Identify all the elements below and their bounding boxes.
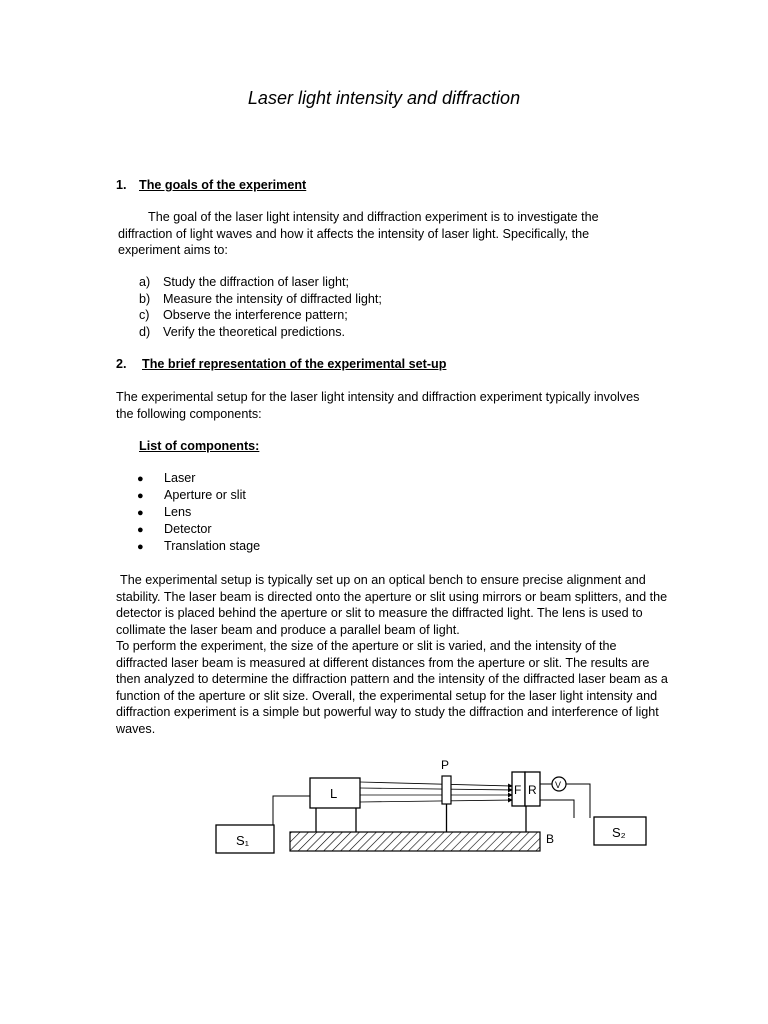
paragraph-line: experiment aims to: (118, 243, 228, 257)
section2-body (116, 572, 668, 737)
component-item: ● Lens (137, 505, 192, 519)
paragraph-line: stability. The laser beam is directed onto the aperture or slit using mirrors or beam splitters, and the (116, 589, 668, 604)
component-item: ● Aperture or slit (137, 488, 246, 502)
aim-item-a (139, 274, 349, 291)
wire (273, 796, 310, 825)
aim-text: Measure the intensity of diffracted light; (163, 292, 382, 306)
r-label: R (528, 783, 537, 797)
slit-holder (442, 776, 451, 804)
paragraph-line: detector is placed behind the aperture or slit to measure the diffracted light. The lens is used to (116, 606, 643, 620)
paragraph-line: diffraction of light waves and how it affects the intensity of laser light. Specifically, the (118, 226, 590, 241)
aim-item-b (139, 291, 382, 308)
section2-heading: The brief representation of the experimental set-up (142, 357, 447, 371)
b-label: B (546, 832, 555, 846)
f-label: F (514, 783, 522, 797)
section2-number: 2. (116, 357, 127, 371)
component-item: ● Laser (137, 471, 196, 485)
paragraph-line: To perform the experiment, the size of the aperture or slit is varied, and the intensity of the (116, 639, 617, 653)
wire (540, 800, 574, 818)
beam (360, 788, 512, 790)
section1-heading: The goals of the experiment (139, 178, 307, 192)
section2-intro (116, 389, 639, 422)
document-title: Laser light intensity and diffraction (247, 88, 521, 108)
component-item: ● Translation stage (137, 539, 261, 553)
section1-intro (118, 209, 599, 259)
s1-label: S₁ (236, 833, 250, 848)
setup-diagram (210, 752, 660, 864)
laser-label: L (330, 786, 338, 801)
aim-marker: a) (139, 275, 151, 289)
aim-item-d (139, 324, 345, 341)
section1-number: 1. (116, 178, 127, 192)
paragraph-line: The experimental setup is typically set up on an optical bench to ensure precise alignment and (120, 573, 646, 587)
paragraph-line: waves. (116, 721, 156, 736)
wire (566, 784, 590, 818)
p-label: P (441, 758, 450, 772)
paragraph-line: diffraction experiment is a simple but powerful way to study the diffraction and interference of light (116, 705, 659, 719)
aim-marker: b) (139, 292, 151, 306)
paragraph-line: then analyzed to determine the diffraction pattern and the intensity of the diffracted laser beam as a (116, 672, 668, 686)
optical-bench (290, 832, 540, 851)
aim-text: Verify the theoretical predictions. (163, 325, 346, 339)
aim-marker: d) (139, 325, 151, 339)
aim-marker: c) (139, 308, 150, 322)
paragraph-line: the following components: (116, 406, 262, 421)
v-label: V (555, 780, 562, 790)
beam (360, 800, 512, 802)
component-item: ● Detector (137, 522, 212, 536)
paragraph-line: The goal of the laser light intensity and diffraction experiment is to investigate the (148, 210, 599, 224)
paragraph-line: function of the aperture or slit size. Overall, the experimental setup for the laser light intensity and (116, 688, 658, 703)
beam (360, 782, 512, 786)
paragraph-line: The experimental setup for the laser light intensity and diffraction experiment typically involves (116, 390, 640, 404)
aim-text: Observe the interference pattern; (163, 308, 348, 322)
paragraph-line: diffracted laser beam is measured at different distances from the aperture or slit. The results are (116, 655, 650, 670)
components-heading: List of components: (139, 439, 260, 453)
aim-item-c (139, 307, 348, 324)
s2-label: S₂ (612, 825, 626, 840)
paragraph-line: collimate the laser beam and produce a parallel beam of light. (116, 622, 460, 637)
aim-text: Study the diffraction of laser light; (163, 275, 349, 289)
